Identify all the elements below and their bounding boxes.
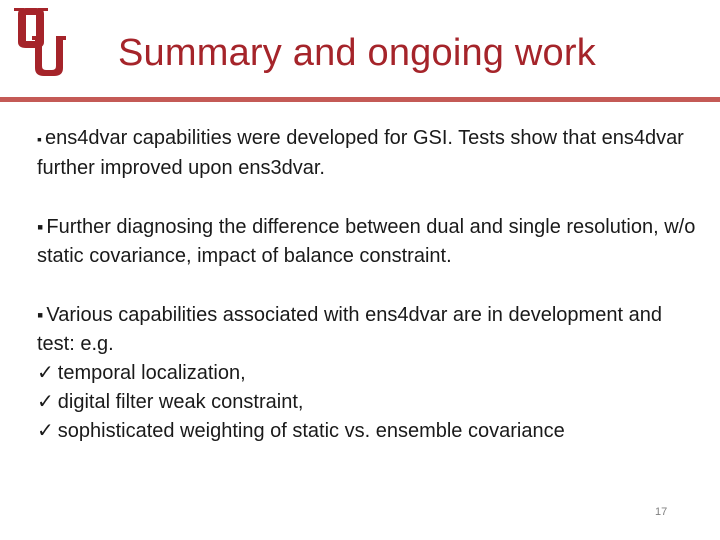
bullet-icon: ▪ [37, 131, 42, 147]
check-text: temporal localization, [57, 362, 246, 384]
slide-body [37, 124, 705, 476]
bullet-text: ens4dvar capabilities were developed for GSI. Tests show that ens4dvar further improved upon ens3dvar. [37, 127, 684, 179]
checkmark-icon: ✓ [37, 420, 54, 442]
check-item [37, 359, 705, 388]
bullet-icon: ▪ [37, 305, 44, 325]
page-number: 17 [655, 506, 668, 518]
bullet-item [37, 301, 705, 446]
bullet-item [37, 124, 705, 183]
slide-title: Summary and ongoing work [118, 32, 596, 74]
bullet-icon: ▪ [37, 217, 44, 237]
checkmark-icon: ✓ [37, 362, 54, 384]
check-item [37, 388, 705, 417]
check-text: sophisticated weighting of static vs. ensemble covariance [57, 420, 565, 442]
check-item [37, 417, 705, 446]
checkmark-icon: ✓ [37, 391, 54, 413]
oklahoma-ou-logo-icon [12, 6, 68, 78]
bullet-text: Further diagnosing the difference between dual and single resolution, w/o static covariance, impact of balance constraint. [37, 216, 696, 267]
bullet-item [37, 213, 705, 271]
title-divider [0, 97, 720, 102]
check-text: digital filter weak constraint, [57, 391, 304, 413]
bullet-text: Various capabilities associated with ens4dvar are in development and test: e.g. [37, 304, 662, 355]
